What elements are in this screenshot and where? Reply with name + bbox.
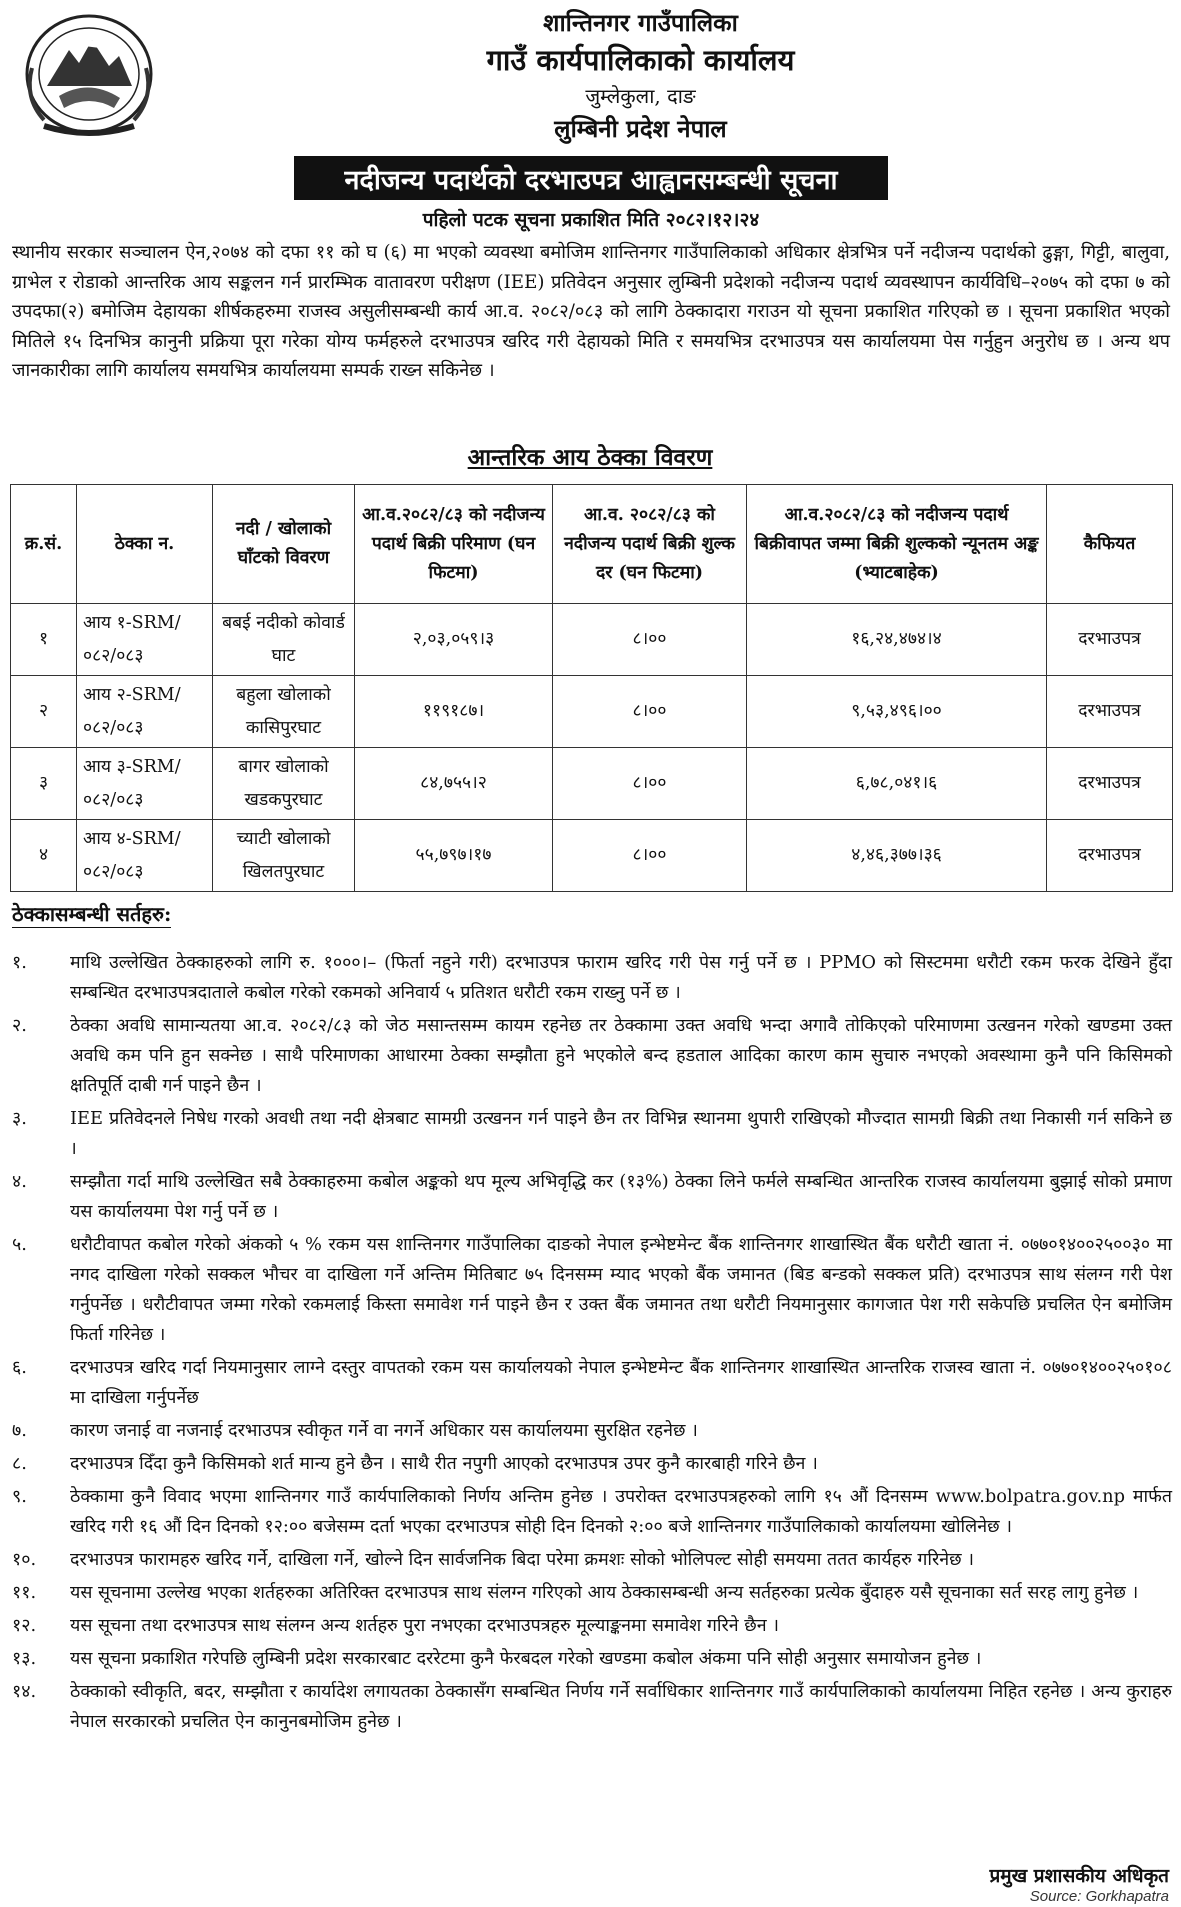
- condition-number: ५.: [12, 1234, 27, 1255]
- cell-rate: ८।००: [553, 748, 747, 820]
- cell-sn: ३: [11, 748, 77, 820]
- cell-remarks: दरभाउपत्र: [1047, 676, 1173, 748]
- cell-quantity: २,०३,०५९।३: [355, 604, 553, 676]
- cell-rate: ८।००: [553, 604, 747, 676]
- publish-date: पहिलो पटक सूचना प्रकाशित मिति २०८२।१२।२४: [422, 209, 760, 231]
- condition-number: १.: [12, 952, 27, 973]
- condition-text: दरभाउपत्र खरिद गर्दा नियमानुसार लाग्ने दस्तुर वापतको रकम यस कार्यालयको नेपाल इन्भेष्टमेन्ट बैंक शान्तिनगर शाखास्थित आन्तरिक राजस्व खाता नं. ०७७०१४००२५०१०८ मा दाखिला गर्नुपर्नेछ: [70, 1357, 1172, 1408]
- province-name: लुम्बिनी प्रदेश नेपाल: [554, 114, 727, 143]
- cell-contract: आय ४-SRM/ ०८२/०८३: [77, 820, 213, 892]
- condition-item: [12, 1011, 1172, 1101]
- cell-river: च्याटी खोलाको खिलतपुरघाट: [213, 820, 355, 892]
- contract-table: [10, 484, 1173, 892]
- condition-number: ११.: [12, 1582, 37, 1603]
- cell-rate: ८।००: [553, 676, 747, 748]
- condition-number: ९.: [12, 1486, 27, 1507]
- condition-item: [12, 1449, 1172, 1479]
- condition-number: १०.: [12, 1549, 37, 1570]
- table-row: [11, 604, 1173, 676]
- municipality-name: शान्तिनगर गाउँपालिका: [543, 8, 738, 37]
- condition-number: २.: [12, 1015, 27, 1036]
- cell-amount: ४,४६,३७७।३६: [747, 820, 1047, 892]
- table-row: [11, 820, 1173, 892]
- condition-item: [12, 1230, 1172, 1350]
- table-title: आन्तरिक आय ठेक्का विवरण: [467, 444, 713, 471]
- notice-title: नदीजन्य पदार्थको दरभाउपत्र आह्वानसम्बन्धी सूचना: [294, 156, 888, 200]
- condition-text: ठेक्का अवधि सामान्यतया आ.व. २०८२/८३ को जेठ मसान्तसम्म कायम रहनेछ तर ठेक्कामा उक्त अवधि भन्दा अगावै तोकिएको परिमाणमा उत्खनन गरेको खण्डमा उक्त अवधि कम पनि हुन सक्नेछ । साथै परिमाणका आधारमा ठेक्का सम्झौता हुने भएकोले बन्द हडताल आदिका कारण काम सुचारु नभएको अवस्थामा कुनै पनि किसिमको क्षतिपूर्ति दाबी गर्न पाइने छैन ।: [70, 1015, 1172, 1096]
- condition-item: [12, 1545, 1172, 1575]
- condition-text: दरभाउपत्र फारामहरु खरिद गर्ने, दाखिला गर्ने, खोल्ने दिन सार्वजनिक बिदा परेमा क्रमशः सोको भोलिपल्ट सोही समयमा ततत कार्यहरु गरिनेछ ।: [70, 1549, 974, 1570]
- conditions-title: ठेक्कासम्बन्धी सर्तहरु:: [12, 902, 172, 926]
- condition-item: [12, 1644, 1172, 1674]
- nepal-government-emblem-icon: [14, 8, 164, 143]
- signature-title: प्रमुख प्रशासकीय अधिकृत: [989, 1865, 1169, 1887]
- condition-item: [12, 1677, 1172, 1737]
- table-header-row: [11, 485, 1173, 604]
- condition-item: [12, 1167, 1172, 1227]
- cell-river: बबई नदीको कोवार्ड घाट: [213, 604, 355, 676]
- cell-amount: १६,२४,४७४।४: [747, 604, 1047, 676]
- condition-number: ६.: [12, 1357, 27, 1378]
- condition-text: यस सूचना प्रकाशित गरेपछि लुम्बिनी प्रदेश सरकारबाट दररेटमा कुनै फेरबदल गरेको खण्डमा कबोल अंकमा पनि सोही अनुसार समायोजन हुनेछ ।: [70, 1648, 982, 1669]
- col-header-sn: क्र.सं.: [11, 485, 77, 604]
- col-header-remarks: कैफियत: [1047, 485, 1173, 604]
- office-address: जुम्लेकुला, दाङ: [585, 84, 696, 108]
- condition-item: [12, 948, 1172, 1008]
- col-header-contract: ठेक्का न.: [77, 485, 213, 604]
- condition-number: १२.: [12, 1615, 37, 1636]
- condition-text: IEE प्रतिवेदनले निषेध गरको अवधी तथा नदी क्षेत्रबाट सामग्री उत्खनन गर्न पाइने छैन तर विभिन्न स्थानमा थुपारी राखिएको मौज्दात सामग्री बिक्री तथा निकासी गर्न सकिने छ ।: [70, 1108, 1172, 1159]
- condition-number: ७.: [12, 1420, 27, 1441]
- col-header-river: नदी / खोलाको घाँटको विवरण: [213, 485, 355, 604]
- condition-number: ४.: [12, 1171, 27, 1192]
- col-header-rate: आ.व. २०८२/८३ को नदीजन्य पदार्थ बिक्री शुल्क दर (घन फिटमा): [553, 485, 747, 604]
- cell-contract: आय ३-SRM/ ०८२/०८३: [77, 748, 213, 820]
- source-credit: Source: Gorkhapatra: [1029, 1888, 1169, 1905]
- condition-text: कारण जनाई वा नजनाई दरभाउपत्र स्वीकृत गर्ने वा नगर्ने अधिकार यस कार्यालयमा सुरक्षित रहनेछ ।: [70, 1420, 698, 1441]
- cell-sn: २: [11, 676, 77, 748]
- condition-number: १४.: [12, 1681, 37, 1702]
- condition-item: [12, 1104, 1172, 1164]
- condition-item: [12, 1482, 1172, 1542]
- cell-river: बागर खोलाको खडकपुरघाट: [213, 748, 355, 820]
- cell-remarks: दरभाउपत्र: [1047, 604, 1173, 676]
- cell-contract: आय २-SRM/ ०८२/०८३: [77, 676, 213, 748]
- cell-rate: ८।००: [553, 820, 747, 892]
- table-row: [11, 748, 1173, 820]
- condition-item: [12, 1416, 1172, 1446]
- cell-remarks: दरभाउपत्र: [1047, 748, 1173, 820]
- condition-text: सम्झौता गर्दा माथि उल्लेखित सबै ठेक्काहरुमा कबोल अङ्कको थप मूल्य अभिवृद्धि कर (१३%) ठेक्का लिने फर्मले सम्बन्धित आन्तरिक राजस्व कार्यालयमा बुझाई सोको प्रमाण यस कार्यालयमा पेश गर्नु पर्ने छ ।: [70, 1171, 1172, 1222]
- col-header-quantity: आ.व.२०८२/८३ को नदीजन्य पदार्थ बिक्री परिमाण (घन फिटमा): [355, 485, 553, 604]
- condition-number: ३.: [12, 1108, 27, 1129]
- cell-quantity: ११९१८७।: [355, 676, 553, 748]
- condition-number: १३.: [12, 1648, 37, 1669]
- condition-number: ८.: [12, 1453, 27, 1474]
- condition-item: [12, 1578, 1172, 1608]
- condition-text: ठेक्कामा कुनै विवाद भएमा शान्तिनगर गाउँ कार्यपालिकाको निर्णय अन्तिम हुनेछ । उपरोक्त दरभाउपत्रहरुको लागि १५ औं दिनसम्म www.bolpatra.gov.np मार्फत खरिद गरी १६ औं दिन दिनको १२:०० बजेसम्म दर्ता भएका दरभाउपत्र सोही दिन दिनको २:०० बजे शान्तिनगर गाउँपालिकाको कार्यालयमा खोलिनेछ ।: [70, 1486, 1172, 1537]
- cell-amount: ६,७८,०४१।६: [747, 748, 1047, 820]
- condition-text: यस सूचनामा उल्लेख भएका शर्तहरुका अतिरिक्त दरभाउपत्र साथ संलग्न गरिएको आय ठेक्कासम्बन्धी अन्य सर्तहरुका प्रत्येक बुँदाहरु यसै सूचनाका सर्त सरह लागु हुनेछ ।: [70, 1582, 1139, 1603]
- cell-quantity: ५५,७९७।१७: [355, 820, 553, 892]
- condition-text: धरौटीवापत कबोल गरेको अंकको ५ % रकम यस शान्तिनगर गाउँपालिका दाङको नेपाल इन्भेष्टमेन्ट बैंक शान्तिनगर शाखास्थित बैंक धरौटी खाता नं. ०७७०१४००२५००३० मा नगद दाखिला गरेको सक्कल भौचर वा दाखिला गर्ने अन्तिम मितिबाट ७५ दिनसम्म म्याद भएको बैंक जमानत (बिड बन्डको सक्कल प्रति) दरभाउपत्र साथ संलग्न गरी पेश गर्नुपर्नेछ । धरौटीवापत जम्मा गरेको रकमलाई किस्ता समावेश गर्न पाइने छैन र उक्त बैंक जमानत तथा धरौटी नियमानुसार कागजात पेश गरी सकेपछि प्रचलित ऐन बमोजिम फिर्ता गरिनेछ ।: [70, 1234, 1172, 1345]
- condition-text: माथि उल्लेखित ठेक्काहरुको लागि रु. १०००।– (फिर्ता नहुने गरी) दरभाउपत्र फाराम खरिद गरी पेस गर्नु पर्ने छ । PPMO को सिस्टममा धरौटी रकम फरक देखिने हुँदा सम्बन्धित दरभाउपत्रदाताले कबोल गरेको रकमको अनिवार्य ५ प्रतिशत धरौटी रकम राख्नु पर्ने छ ।: [70, 952, 1172, 1003]
- cell-amount: ९,५३,४९६।००: [747, 676, 1047, 748]
- intro-paragraph: स्थानीय सरकार सञ्चालन ऐन,२०७४ को दफा ११ को घ (६) मा भएको व्यवस्था बमोजिम शान्तिनगर गाउँपालिकाको अधिकार क्षेत्रभित्र पर्ने नदीजन्य पदार्थको ढुङ्गा, गिट्टी, बालुवा, ग्राभेल र रोडाको आन्तरिक आय सङ्कलन गर्न प्रारम्भिक वातावरण परीक्षण (IEE) प्रतिवेदन अनुसार लुम्बिनी प्रदेशको नदीजन्य पदार्थ व्यवस्थापन कार्यविधि–२०७५ को दफा ७ को उपदफा(२) बमोजिम देहायका शीर्षकहरुमा राजस्व असुलीसम्बन्धी कार्य आ.व. २०८२/०८३ को लागि ठेक्कादारा गराउन यो सूचना प्रकाशित गरिएको छ । सूचना प्रकाशित भएको मितिले १५ दिनभित्र कानुनी प्रक्रिया पूरा गरेका योग्य फर्महरुले दरभाउपत्र खरिद गरी देहायको मिति र समयभित्र दरभाउपत्र यस कार्यालयमा पेस गर्नुहुन अनुरोध छ । अन्य थप जानकारीका लागि कार्यालय समयभित्र कार्यालयमा सम्पर्क राख्न सकिनेछ ।: [12, 242, 1170, 381]
- cell-sn: १: [11, 604, 77, 676]
- cell-river: बहुला खोलाको कासिपुरघाट: [213, 676, 355, 748]
- conditions-list: [12, 948, 1172, 1740]
- col-header-amount: आ.व.२०८२/८३ को नदीजन्य पदार्थ बिक्रीवापत जम्मा बिक्री शुल्कको न्यूनतम अङ्क (भ्याटबाहेक): [747, 485, 1047, 604]
- condition-text: यस सूचना तथा दरभाउपत्र साथ संलग्न अन्य शर्तहरु पुरा नभएका दरभाउपत्रहरु मूल्याङ्कनमा समावेश गरिने छैन ।: [70, 1615, 779, 1636]
- cell-remarks: दरभाउपत्र: [1047, 820, 1173, 892]
- condition-text: ठेक्काको स्वीकृति, बदर, सम्झौता र कार्यादेश लगायतका ठेक्कासँग सम्बन्धित निर्णय गर्ने सर्वाधिकार शान्तिनगर गाउँ कार्यपालिकाको कार्यालयमा निहित रहनेछ । अन्य कुराहरु नेपाल सरकारको प्रचलित ऐन कानुनबमोजिम हुनेछ ।: [70, 1681, 1172, 1732]
- cell-quantity: ८४,७५५।२: [355, 748, 553, 820]
- cell-sn: ४: [11, 820, 77, 892]
- office-name: गाउँ कार्यपालिकाको कार्यालय: [486, 43, 795, 77]
- condition-item: [12, 1353, 1172, 1413]
- condition-item: [12, 1611, 1172, 1641]
- table-row: [11, 676, 1173, 748]
- condition-text: दरभाउपत्र दिँदा कुनै किसिमको शर्त मान्य हुने छैन । साथै रीत नपुगी आएको दरभाउपत्र उपर कुनै कारबाही गरिने छैन ।: [70, 1453, 818, 1474]
- cell-contract: आय १-SRM/ ०८२/०८३: [77, 604, 213, 676]
